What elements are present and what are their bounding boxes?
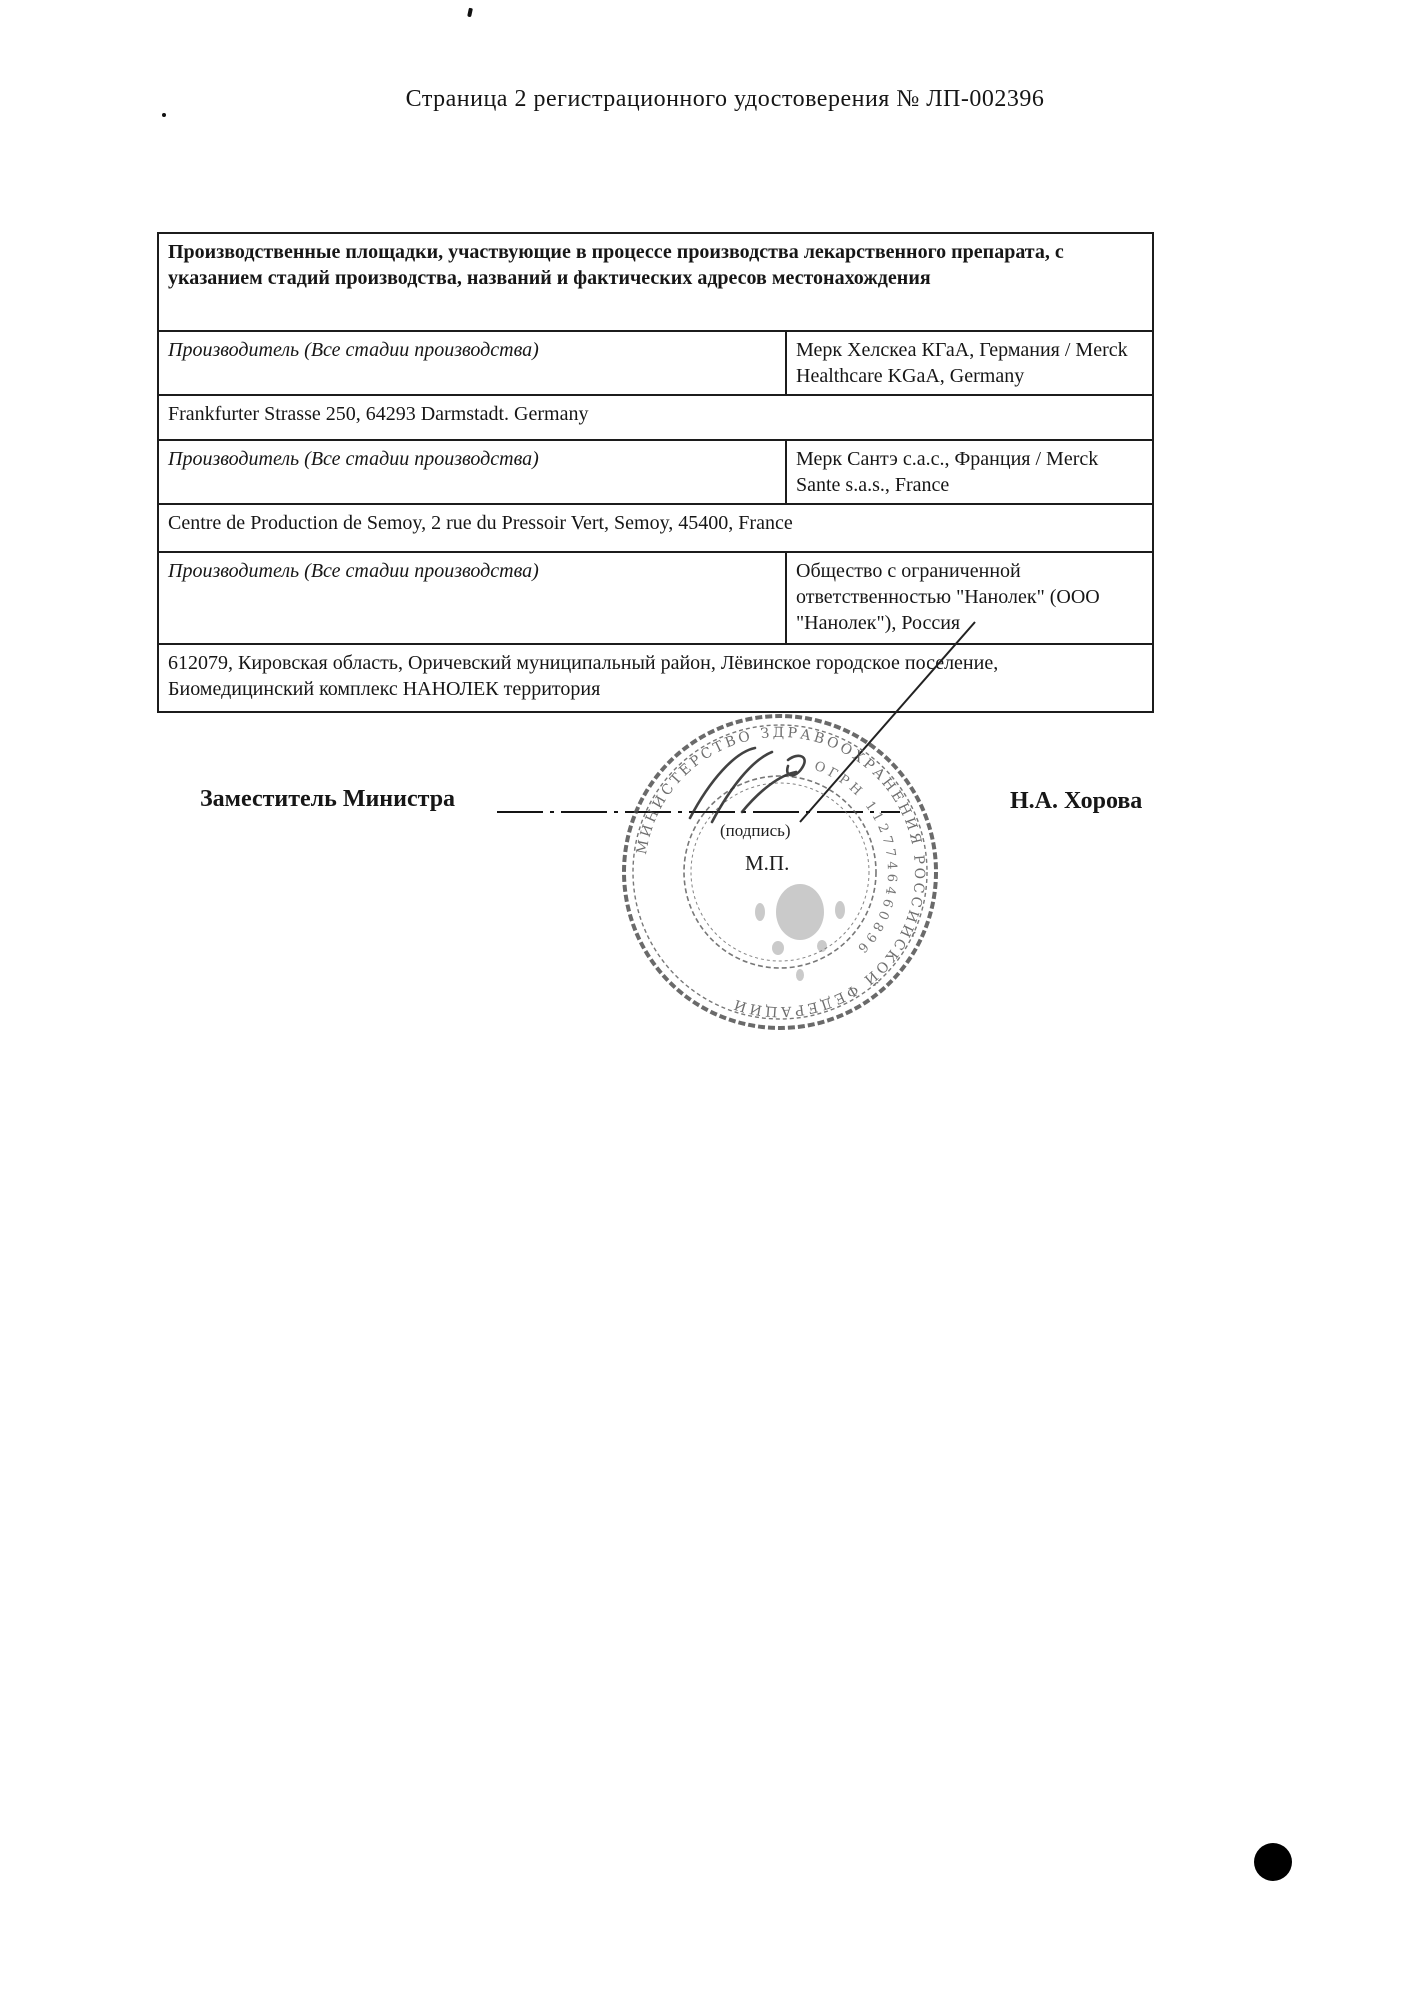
scan-artifact-dot	[162, 113, 166, 117]
producer-address-2: Centre de Production de Semoy, 2 rue du Pressoir Vert, Semoy, 45400, France	[158, 504, 1153, 552]
producer-role-3: Производитель (Все стадии производства)	[158, 552, 786, 644]
stamp-outer-ring-text: МИНИСТЕРСТВО ЗДРАВООХРАНЕНИЯ РОССИЙСКОЙ ФЕДЕРАЦИИ	[634, 724, 928, 1020]
stamp-inner-ring-text: ОГРН 1127746460896	[811, 758, 900, 959]
producer-name-3: Общество с ограниченной ответственностью "Нанолек" (ООО "Нанолек"), Россия	[786, 552, 1153, 644]
official-stamp	[480, 600, 1000, 1040]
signatory-title: Заместитель Министра	[200, 786, 456, 812]
table-title: Производственные площадки, участвующие в процессе производства лекарственного препарата, с указанием стадий производства, названий и фактических адресов местонахождения	[158, 233, 1153, 331]
producer-role-1: Производитель (Все стадии производства)	[158, 331, 786, 395]
producer-name-2: Мерк Сантэ с.а.с., Франция / Merck Sante s.a.s., France	[786, 440, 1153, 504]
producer-name-1: Мерк Хелскеа КГаА, Германия / Merck Healthcare KGaA, Germany	[786, 331, 1153, 395]
producer-address-3: 612079, Кировская область, Оричевский муниципальный район, Лёвинское городское поселение, Биомедицинский комплекс НАНОЛЕК территория	[158, 644, 1153, 712]
scan-artifact-mark	[467, 8, 473, 18]
seal-place-mark: М.П.	[745, 851, 790, 875]
producer-address-1: Frankfurter Strasse 250, 64293 Darmstadt. Germany	[158, 395, 1153, 440]
producer-role-2: Производитель (Все стадии производства)	[158, 440, 786, 504]
signature-caption: (подпись)	[720, 821, 791, 840]
signatory-name: Н.А. Хорова	[1010, 788, 1143, 814]
page-title: Страница 2 регистрационного удостоверения № ЛП-002396	[405, 86, 1045, 112]
punch-hole-dot	[1254, 1843, 1292, 1881]
